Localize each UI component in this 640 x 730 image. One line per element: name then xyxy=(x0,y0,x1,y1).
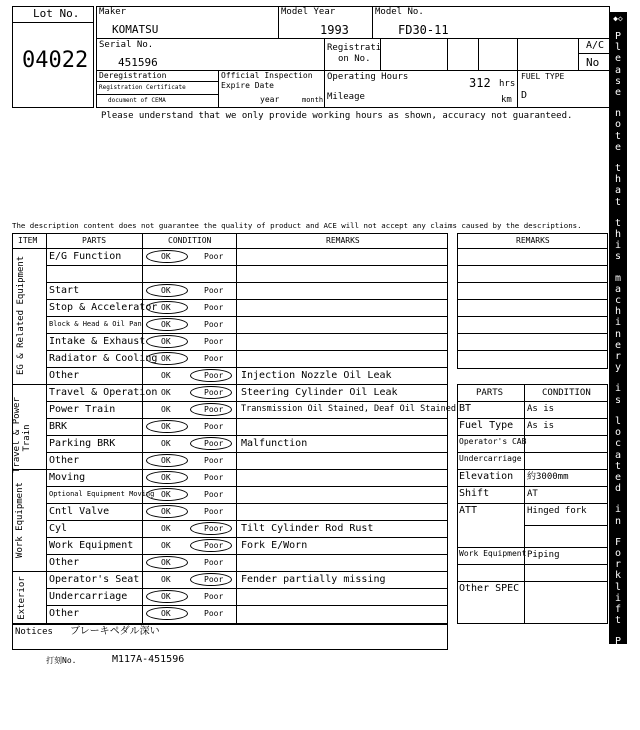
ok-option: OK xyxy=(161,473,171,482)
group-eg-related: EG & Related Equipment xyxy=(16,255,26,375)
ok-selected-circle xyxy=(146,318,188,331)
right-part-label: Fuel Type xyxy=(459,420,514,431)
ok-selected-circle xyxy=(146,335,188,348)
ok-option: OK xyxy=(161,575,171,584)
poor-option: Poor xyxy=(204,473,224,482)
ok-option: OK xyxy=(161,558,171,567)
right-part-label: BT xyxy=(459,403,472,414)
stamp-value: M117A-451596 xyxy=(112,654,185,665)
poor-option: Poor xyxy=(204,371,224,380)
condition-row-remark: Transmission Oil Stained, Deaf Oil Stained xyxy=(241,404,456,414)
condition-row-part: Intake & Exhaust xyxy=(49,336,146,347)
poor-selected-circle xyxy=(190,386,232,399)
registration-label: Registrati xyxy=(327,43,382,53)
ok-selected-circle xyxy=(146,505,188,518)
condition-row-part: Cntl Valve xyxy=(49,506,110,517)
model-no-value: FD30-11 xyxy=(398,23,449,37)
fuel-type-label: FUEL TYPE xyxy=(521,72,565,81)
poor-selected-circle xyxy=(190,539,232,552)
ok-option: OK xyxy=(161,320,171,329)
condition-row-part: Operator's Seat xyxy=(49,574,140,585)
group-exterior: Exterior xyxy=(17,576,27,620)
condition-row-part: Other xyxy=(49,370,80,381)
serial-value: 451596 xyxy=(118,56,158,69)
location-sidebar xyxy=(609,12,627,730)
ok-option: OK xyxy=(161,388,171,397)
notices-label: Notices xyxy=(15,627,53,637)
stamp-label: 打刻No. xyxy=(46,656,77,665)
ok-selected-circle xyxy=(146,488,188,501)
right-part-label: Elevation xyxy=(459,471,514,482)
maker-value: KOMATSU xyxy=(112,23,159,36)
ok-option: OK xyxy=(161,507,171,516)
serial-label: Serial No. xyxy=(99,40,154,50)
ok-selected-circle xyxy=(146,284,188,297)
condition-row-part: Radiator & Cooling xyxy=(49,353,158,364)
right-part-label: ATT xyxy=(459,505,478,516)
ok-option: OK xyxy=(161,286,171,295)
poor-option: Poor xyxy=(204,541,224,550)
header-parts: PARTS xyxy=(82,236,107,245)
deregistration-label: Deregistration xyxy=(99,71,167,80)
mileage-label: Mileage xyxy=(327,92,365,102)
condition-row-part: Start xyxy=(49,285,80,296)
ok-option: OK xyxy=(161,524,171,533)
ok-selected-circle xyxy=(146,607,188,620)
condition-row-part: Work Equipment xyxy=(49,540,134,551)
operating-hours-value: 312 xyxy=(469,76,491,90)
poor-selected-circle xyxy=(190,437,232,450)
condition-row-part: Other xyxy=(49,608,80,619)
header-condition: CONDITION xyxy=(168,236,212,245)
group-travel-power: Travel & Power Train xyxy=(12,397,32,473)
poor-selected-circle xyxy=(190,573,232,586)
poor-option: Poor xyxy=(204,354,224,363)
poor-option: Poor xyxy=(204,422,224,431)
poor-option: Poor xyxy=(204,558,224,567)
fuel-type-value: D xyxy=(521,90,528,101)
right-condition-value: AT xyxy=(527,489,538,499)
ok-option: OK xyxy=(161,354,171,363)
right-remarks-header: REMARKS xyxy=(516,236,550,245)
poor-option: Poor xyxy=(204,388,224,397)
km-label: km xyxy=(501,95,512,105)
poor-selected-circle xyxy=(190,403,232,416)
poor-option: Poor xyxy=(204,575,224,584)
poor-option: Poor xyxy=(204,524,224,533)
sidebar-text: P l e a s e n o t e t h a t t h i s m a c h i n e r y i s l o c a t e d i n F o r k l i f t P a r k i n g xyxy=(614,31,622,715)
poor-option: Poor xyxy=(204,303,224,312)
maker-label: Maker xyxy=(99,7,127,17)
ok-selected-circle xyxy=(146,420,188,433)
ok-option: OK xyxy=(161,371,171,380)
poor-option: Poor xyxy=(204,337,224,346)
poor-selected-circle xyxy=(190,522,232,535)
registration-label-2: on No. xyxy=(338,54,371,64)
condition-row-remark: Injection Nozzle Oil Leak xyxy=(241,370,392,381)
condition-row-remark: Tilt Cylinder Rod Rust xyxy=(241,523,374,534)
ok-selected-circle xyxy=(146,352,188,365)
inspection-label: Official Inspection xyxy=(221,71,313,80)
notices-value: ブレーキペダル深い xyxy=(70,626,160,637)
right-condition-header: CONDITION xyxy=(542,388,591,398)
condition-row-part: Moving xyxy=(49,472,86,483)
sidebar-top-mark: ◆◇ xyxy=(613,14,623,23)
ok-option: OK xyxy=(161,337,171,346)
poor-option: Poor xyxy=(204,286,224,295)
poor-selected-circle xyxy=(190,369,232,382)
group-work-equipment: Work Equipment xyxy=(15,482,25,558)
condition-row-part: Parking BRK xyxy=(49,438,116,449)
poor-option: Poor xyxy=(204,252,224,261)
ok-option: OK xyxy=(161,456,171,465)
condition-row-part: Undercarriage xyxy=(49,591,128,602)
hours-note: Please understand that we only provide working hours as shown, accuracy not guaranteed. xyxy=(101,111,573,121)
deregistration-document: document of CEMA xyxy=(108,97,166,104)
right-condition-value: As is xyxy=(527,421,555,431)
condition-row-part: E/G Function xyxy=(49,251,122,262)
ok-option: OK xyxy=(161,422,171,431)
right-part-label: Other SPEC xyxy=(459,583,520,594)
ok-selected-circle xyxy=(146,590,188,603)
poor-option: Poor xyxy=(204,405,224,414)
condition-row-part: BRK xyxy=(49,421,68,432)
header-item: ITEM xyxy=(18,236,38,245)
poor-option: Poor xyxy=(204,507,224,516)
condition-row-part: Optional Equipment Moving xyxy=(49,490,155,498)
poor-option: Poor xyxy=(204,609,224,618)
month-label: month xyxy=(302,96,324,104)
condition-row-remark: Fender partially missing xyxy=(241,574,386,585)
poor-option: Poor xyxy=(204,592,224,601)
ac-value: No xyxy=(586,56,600,69)
ok-option: OK xyxy=(161,609,171,618)
ok-option: OK xyxy=(161,405,171,414)
ok-option: OK xyxy=(161,439,171,448)
ok-option: OK xyxy=(161,541,171,550)
ok-selected-circle xyxy=(146,556,188,569)
condition-row-part: Travel & Operation xyxy=(49,387,158,398)
lot-label: Lot No. xyxy=(33,7,80,20)
condition-row-part: Cyl xyxy=(49,523,68,534)
ac-label: A/C xyxy=(586,40,605,51)
model-no-label: Model No. xyxy=(375,7,424,17)
lot-value: 04022 xyxy=(22,48,89,73)
model-year-label: Model Year xyxy=(281,7,336,17)
condition-row-part: Power Train xyxy=(49,404,116,415)
condition-row-part: Block & Head & Oil Pan xyxy=(49,320,142,328)
ok-selected-circle xyxy=(146,471,188,484)
ok-option: OK xyxy=(161,252,171,261)
inspection-label-2: Expire Date xyxy=(221,81,274,90)
right-part-label: Undercarriage xyxy=(459,454,522,463)
right-condition-value: Piping xyxy=(527,550,560,560)
condition-row-part: Stop & Accelerator xyxy=(49,302,158,313)
ok-selected-circle xyxy=(146,301,188,314)
right-condition-value: Hinged fork xyxy=(527,506,587,516)
right-part-label: Shift xyxy=(459,488,490,499)
ok-option: OK xyxy=(161,303,171,312)
poor-option: Poor xyxy=(204,439,224,448)
condition-row-part: Other xyxy=(49,557,80,568)
poor-option: Poor xyxy=(204,320,224,329)
sidebar-bottom-mark: ◆◇ xyxy=(613,720,623,730)
ok-option: OK xyxy=(161,490,171,499)
operating-hours-label: Operating Hours xyxy=(327,72,409,82)
model-year-value: 1993 xyxy=(320,23,349,37)
condition-row-part: Other xyxy=(49,455,80,466)
disclaimer: The description content does not guarantee the quality of product and ACE will not accept any claims caused by the descriptions. xyxy=(12,221,582,230)
right-part-label: Work Equipment xyxy=(459,549,527,558)
condition-row-remark: Steering Cylinder Oil Leak xyxy=(241,387,398,398)
header-remarks: REMARKS xyxy=(326,236,360,245)
ok-selected-circle xyxy=(146,250,188,263)
year-label: year xyxy=(260,95,280,104)
condition-row-remark: Malfunction xyxy=(241,438,308,449)
right-part-label: Operator's CAB xyxy=(459,437,527,446)
ok-selected-circle xyxy=(146,454,188,467)
deregistration-certificate: Registration Certificate xyxy=(99,84,186,91)
ok-option: OK xyxy=(161,592,171,601)
poor-option: Poor xyxy=(204,490,224,499)
hrs-label: hrs xyxy=(499,79,516,89)
right-parts-header: PARTS xyxy=(476,388,504,398)
condition-row-remark: Fork E/Worn xyxy=(241,540,308,551)
poor-option: Poor xyxy=(204,456,224,465)
right-condition-value: As is xyxy=(527,404,555,414)
right-condition-value: 約3000mm xyxy=(527,472,569,482)
